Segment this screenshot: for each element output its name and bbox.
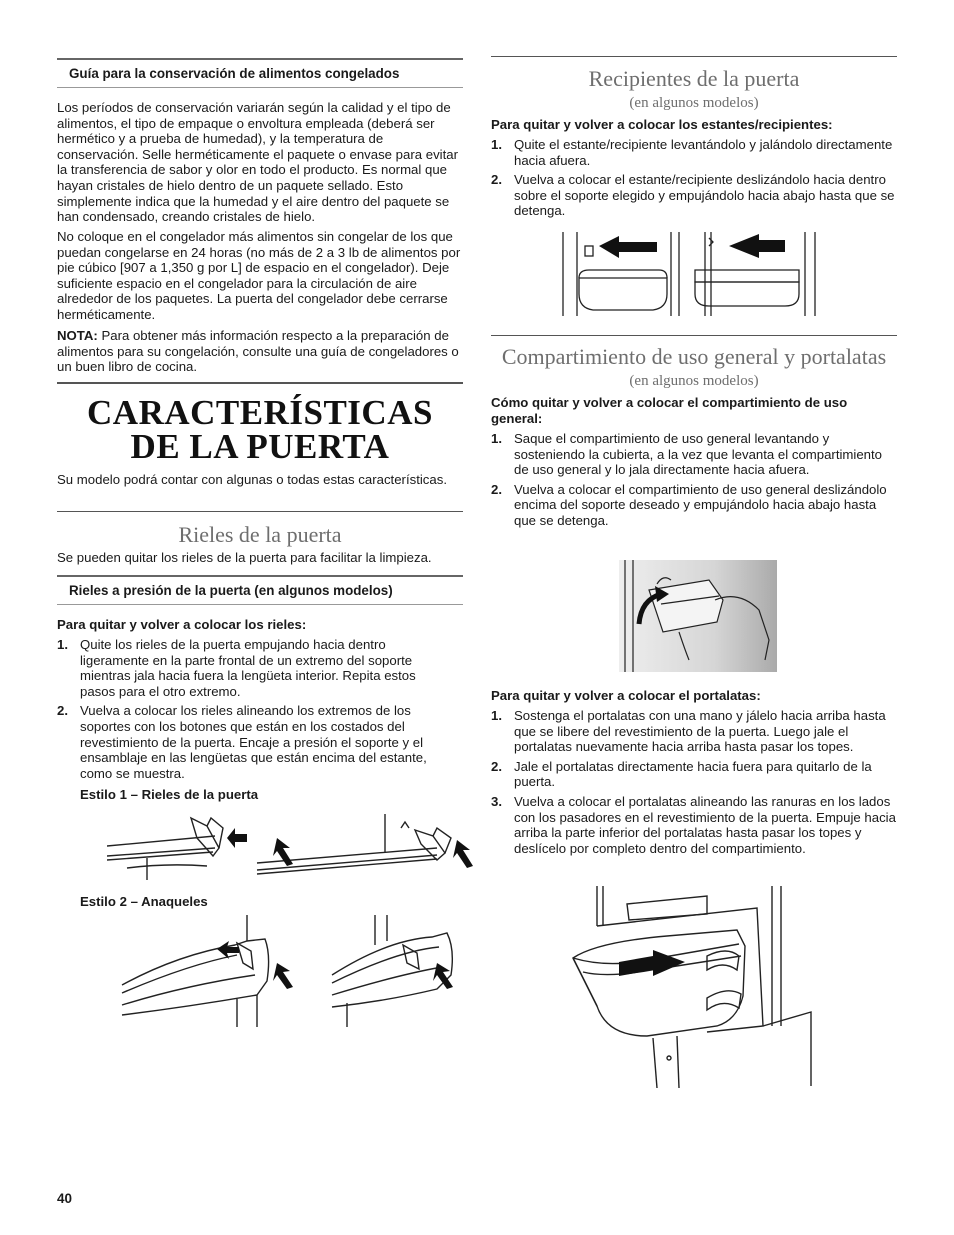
list-item: 2. Vuelva a colocar el estante/recipiente deslizándolo hacia dentro sobre el soporte elegido y empujándolo hacia abajo hasta que se detenga. — [491, 172, 895, 219]
frozen-food-heading-bar — [57, 58, 463, 88]
divider — [57, 511, 463, 512]
style-1-label: Estilo 1 – Rieles de la puerta — [80, 787, 259, 802]
frozen-paragraph-1: Los períodos de conservación variarán según la calidad y el tipo de alimentos, el tipo de empaque o envoltura empleada (deberá ser hermético y a prueba de humedad), y la temperatura de conservación. Selle herméticamente el paquete o envase para evitar la transferencia de sabor y olor en todo el producto. Es normal que hayan cristales de hielo dentro de un paquete sellado. Esto simplemente indica que la humedad y el aire dentro del paquete se han condensado, creando cristales de hielo. — [57, 100, 458, 225]
intro-text: Su modelo podrá contar con algunas o todas estas características. — [57, 472, 447, 487]
bins-instructions: Para quitar y volver a colocar los estantes/recipientes: — [491, 117, 833, 132]
divider — [491, 335, 897, 336]
utility-subheading: (en algunos modelos) — [629, 373, 759, 389]
rails-text: Se pueden quitar los rieles de la puerta para facilitar la limpieza. — [57, 550, 432, 565]
utility-instructions: Cómo quitar y volver a colocar el compartimiento de uso general: — [491, 395, 848, 426]
snap-rails-heading: Rieles a presión de la puerta (en algunos modelos) — [69, 583, 393, 598]
list-item: 3. Vuelva a colocar el portalatas alineando las ranuras en los lados con los pasadores en el revestimiento de la puerta. Empuje hacia arriba la parte inferior del portalatas hasta pasar los topes y deslícelo por completo dentro del compartimiento. — [491, 793, 896, 856]
can-rack-illustration — [567, 886, 817, 1088]
list-item: 1. Sostenga el portalatas con una mano y jálelo hacia arriba hasta que se libere del revestimiento de la puerta. Luego jale el portalatas nuevamente hacia arriba hasta pasar los topes. — [491, 708, 886, 755]
list-item: 2. Vuelva a colocar el compartimiento de uso general deslizándolo encima del soporte deseado y empujándolo hacia abajo hasta que se detenga. — [491, 481, 887, 528]
frozen-food-heading: Guía para la conservación de alimentos congelados — [69, 66, 400, 81]
can-rack-steps — [491, 708, 897, 856]
style-2-label: Estilo 2 – Anaqueles — [80, 894, 208, 909]
list-item: 1. Saque el compartimiento de uso general levantando y sosteniendo la cubierta, a la vez que levanta el compartimiento de uso general y lo jala directamente hacia afuera. — [491, 431, 883, 478]
frozen-paragraph-2: No coloque en el congelador más alimentos sin congelar de los que puedan congelarse en 24 horas (no más de 2 a 3 lb de alimentos por pie cúbico [907 a 1,350 g por L] de espacio en el congelador). Deje suficiente espacio en el congelador para la circulación de aire alrededor de los paquetes. La puerta del congelador debe cerrarse herméticamente. — [57, 229, 461, 322]
list-item: 1. Quite los rieles de la puerta empujando hacia dentro ligeramente en la parte frontal de un extremo del soporte mientras jala hacia fuera la lengüeta interior. Repita estos pasos para el otro extremo. — [57, 637, 416, 699]
note-text: Para obtener más información respecto a la preparación de alimentos para su congelación, consulte una guía de congeladores o un buen libro de cocina. — [57, 328, 459, 375]
style-1-rails-illustration — [107, 808, 477, 888]
divider — [57, 382, 463, 384]
divider — [491, 56, 897, 57]
bins-subheading: (en algunos modelos) — [629, 95, 759, 111]
bins-steps — [491, 137, 897, 219]
list-item: 2. Jale el portalatas directamente hacia fuera para quitarlo de la puerta. — [491, 758, 872, 790]
list-item: 1. Quite el estante/recipiente levantándolo y jalándolo directamente hacia afuera. — [491, 137, 893, 168]
page-number: 40 — [57, 1191, 73, 1206]
utility-steps — [491, 431, 897, 529]
can-rack-instructions: Para quitar y volver a colocar el portalatas: — [491, 688, 761, 703]
note-label: NOTA: — [57, 328, 98, 343]
rails-heading: Rieles de la puerta — [178, 522, 342, 547]
utility-heading: Compartimiento de uso general y portalatas — [501, 344, 887, 369]
style-2-shelves-illustration — [117, 915, 467, 1027]
utility-compartment-illustration — [619, 560, 777, 672]
snap-rails-heading-bar — [57, 575, 463, 605]
snap-steps — [57, 637, 447, 781]
note-paragraph — [57, 328, 463, 375]
list-item: 2. Vuelva a colocar los rieles alineando los extremos de los soportes con los botones que están en los costados del revestimiento de la puerta. Encaje a presión el soporte y el ensamblaje en las lengüetas que están encima del estante, como se muestra. — [57, 703, 427, 781]
snap-instructions: Para quitar y volver a colocar los rieles: — [57, 617, 307, 632]
bins-heading: Recipientes de la puerta — [588, 66, 800, 91]
page-title: CARACTERÍSTICAS DE LA PUERTA — [87, 393, 433, 466]
door-bins-illustration — [559, 230, 821, 318]
